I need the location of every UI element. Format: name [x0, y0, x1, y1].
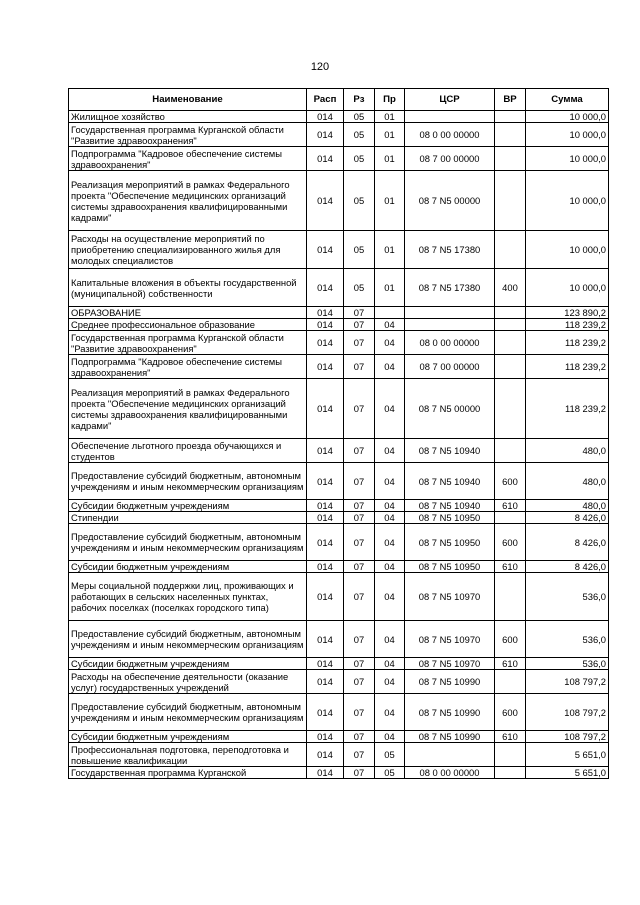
- row-rasp-cell: 014: [307, 670, 344, 694]
- row-rz-cell: 07: [344, 670, 375, 694]
- table-row: [69, 355, 609, 379]
- row-vr-cell: 400: [495, 269, 526, 307]
- row-csr-cell: 08 7 N5 10990: [405, 694, 495, 731]
- row-vr-cell: [495, 767, 526, 779]
- row-rz-cell: 05: [344, 123, 375, 147]
- row-csr-cell: 08 7 N5 17380: [405, 269, 495, 307]
- row-name-cell: Реализация мероприятий в рамках Федерального проекта "Обеспечение медицинских организаций системы здравоохранения квалифицированными кадрами": [69, 171, 307, 231]
- row-rasp-cell: 014: [307, 379, 344, 439]
- row-rasp-cell: 014: [307, 269, 344, 307]
- row-rz-cell: 07: [344, 379, 375, 439]
- row-csr-cell: 08 7 N5 10940: [405, 439, 495, 463]
- row-rz-cell: 07: [344, 743, 375, 767]
- row-pr-cell: 04: [375, 463, 405, 500]
- row-csr-cell: [405, 307, 495, 319]
- row-name-cell: Субсидии бюджетным учреждениям: [69, 731, 307, 743]
- row-csr-cell: 08 0 00 00000: [405, 123, 495, 147]
- row-name-cell: Среднее профессиональное образование: [69, 319, 307, 331]
- row-vr-cell: 610: [495, 561, 526, 573]
- row-vr-cell: [495, 147, 526, 171]
- row-pr-cell: 04: [375, 658, 405, 670]
- row-rz-cell: 07: [344, 658, 375, 670]
- row-rasp-cell: 014: [307, 767, 344, 779]
- row-vr-cell: [495, 307, 526, 319]
- row-sum-cell: 108 797,2: [526, 694, 609, 731]
- row-rasp-cell: 014: [307, 463, 344, 500]
- table-row: [69, 319, 609, 331]
- row-vr-cell: [495, 111, 526, 123]
- column-header-csr: ЦСР: [405, 89, 495, 111]
- row-sum-cell: 5 651,0: [526, 767, 609, 779]
- table-row: [69, 694, 609, 731]
- column-header-rz: Рз: [344, 89, 375, 111]
- row-pr-cell: 04: [375, 621, 405, 658]
- column-header-vr: ВР: [495, 89, 526, 111]
- table-row: [69, 439, 609, 463]
- row-sum-cell: 8 426,0: [526, 561, 609, 573]
- row-rasp-cell: 014: [307, 319, 344, 331]
- row-name-cell: Предоставление субсидий бюджетным, автономным учреждениям и иным некоммерческим организациям: [69, 524, 307, 561]
- row-sum-cell: 123 890,2: [526, 307, 609, 319]
- row-sum-cell: 536,0: [526, 621, 609, 658]
- row-pr-cell: 01: [375, 231, 405, 269]
- row-rasp-cell: 014: [307, 573, 344, 621]
- row-rasp-cell: 014: [307, 658, 344, 670]
- row-rz-cell: 07: [344, 319, 375, 331]
- table-row: [69, 307, 609, 319]
- row-vr-cell: [495, 231, 526, 269]
- row-vr-cell: [495, 171, 526, 231]
- row-rasp-cell: 014: [307, 561, 344, 573]
- table-row: [69, 171, 609, 231]
- table-header-row: [69, 89, 609, 111]
- row-csr-cell: 08 7 N5 10990: [405, 731, 495, 743]
- row-csr-cell: 08 7 N5 10970: [405, 621, 495, 658]
- row-sum-cell: 480,0: [526, 439, 609, 463]
- row-csr-cell: 08 7 N5 10970: [405, 573, 495, 621]
- row-name-cell: Меры социальной поддержки лиц, проживающих и работающих в сельских населенных пунктах, рабочих поселках (поселках городского типа): [69, 573, 307, 621]
- row-rasp-cell: 014: [307, 694, 344, 731]
- row-pr-cell: 04: [375, 512, 405, 524]
- column-header-pr: Пр: [375, 89, 405, 111]
- row-pr-cell: 01: [375, 123, 405, 147]
- row-csr-cell: 08 7 N5 10950: [405, 524, 495, 561]
- table-row: [69, 767, 609, 779]
- row-rz-cell: 05: [344, 171, 375, 231]
- row-sum-cell: 5 651,0: [526, 743, 609, 767]
- row-pr-cell: 04: [375, 355, 405, 379]
- row-vr-cell: [495, 670, 526, 694]
- row-rz-cell: 07: [344, 561, 375, 573]
- row-csr-cell: 08 7 N5 10950: [405, 512, 495, 524]
- row-rasp-cell: 014: [307, 743, 344, 767]
- table-row: [69, 463, 609, 500]
- row-rz-cell: 07: [344, 439, 375, 463]
- table-row: [69, 670, 609, 694]
- row-csr-cell: [405, 743, 495, 767]
- row-sum-cell: 118 239,2: [526, 319, 609, 331]
- row-vr-cell: [495, 319, 526, 331]
- row-name-cell: Государственная программа Курганской области "Развитие здравоохранения": [69, 123, 307, 147]
- row-name-cell: Капитальные вложения в объекты государственной (муниципальной) собственности: [69, 269, 307, 307]
- row-csr-cell: 08 7 N5 10940: [405, 463, 495, 500]
- row-name-cell: Жилищное хозяйство: [69, 111, 307, 123]
- row-name-cell: Субсидии бюджетным учреждениям: [69, 658, 307, 670]
- table-row: [69, 269, 609, 307]
- row-name-cell: Предоставление субсидий бюджетным, автономным учреждениям и иным некоммерческим организациям: [69, 621, 307, 658]
- row-csr-cell: [405, 111, 495, 123]
- row-pr-cell: 05: [375, 767, 405, 779]
- row-vr-cell: [495, 439, 526, 463]
- row-sum-cell: 108 797,2: [526, 670, 609, 694]
- row-sum-cell: 10 000,0: [526, 147, 609, 171]
- row-vr-cell: [495, 573, 526, 621]
- row-rz-cell: 05: [344, 231, 375, 269]
- row-pr-cell: 04: [375, 731, 405, 743]
- row-sum-cell: 10 000,0: [526, 171, 609, 231]
- row-pr-cell: 04: [375, 694, 405, 731]
- budget-table: [68, 88, 609, 779]
- row-name-cell: Предоставление субсидий бюджетным, автономным учреждениям и иным некоммерческим организациям: [69, 463, 307, 500]
- table-row: [69, 111, 609, 123]
- row-sum-cell: 10 000,0: [526, 123, 609, 147]
- row-pr-cell: 04: [375, 379, 405, 439]
- row-sum-cell: 8 426,0: [526, 524, 609, 561]
- table-row: [69, 512, 609, 524]
- row-sum-cell: 108 797,2: [526, 731, 609, 743]
- column-header-sum: Сумма: [526, 89, 609, 111]
- row-rasp-cell: 014: [307, 111, 344, 123]
- row-csr-cell: 08 7 N5 00000: [405, 379, 495, 439]
- row-rz-cell: 07: [344, 573, 375, 621]
- table-row: [69, 743, 609, 767]
- row-pr-cell: 04: [375, 561, 405, 573]
- row-rz-cell: 07: [344, 500, 375, 512]
- row-name-cell: Расходы на осуществление мероприятий по приобретению специализированного жилья для молодых специалистов: [69, 231, 307, 269]
- row-rasp-cell: 014: [307, 439, 344, 463]
- row-sum-cell: 10 000,0: [526, 269, 609, 307]
- row-rasp-cell: 014: [307, 621, 344, 658]
- row-csr-cell: 08 7 N5 10970: [405, 658, 495, 670]
- table-row: [69, 331, 609, 355]
- row-name-cell: Профессиональная подготовка, переподготовка и повышение квалификации: [69, 743, 307, 767]
- row-rasp-cell: 014: [307, 355, 344, 379]
- row-csr-cell: 08 7 N5 00000: [405, 171, 495, 231]
- row-name-cell: Субсидии бюджетным учреждениям: [69, 561, 307, 573]
- row-rasp-cell: 014: [307, 512, 344, 524]
- row-name-cell: ОБРАЗОВАНИЕ: [69, 307, 307, 319]
- row-rasp-cell: 014: [307, 307, 344, 319]
- row-vr-cell: [495, 743, 526, 767]
- row-rz-cell: 07: [344, 694, 375, 731]
- row-vr-cell: 600: [495, 524, 526, 561]
- row-rz-cell: 07: [344, 512, 375, 524]
- table-row: [69, 731, 609, 743]
- row-sum-cell: 10 000,0: [526, 231, 609, 269]
- row-rz-cell: 07: [344, 767, 375, 779]
- row-rasp-cell: 014: [307, 731, 344, 743]
- row-pr-cell: 05: [375, 743, 405, 767]
- row-pr-cell: [375, 307, 405, 319]
- row-vr-cell: 600: [495, 463, 526, 500]
- row-pr-cell: 01: [375, 147, 405, 171]
- row-pr-cell: 04: [375, 500, 405, 512]
- row-vr-cell: [495, 123, 526, 147]
- row-vr-cell: 600: [495, 694, 526, 731]
- row-vr-cell: [495, 355, 526, 379]
- row-csr-cell: 08 0 00 00000: [405, 331, 495, 355]
- row-name-cell: Подпрограмма "Кадровое обеспечение системы здравоохранения": [69, 147, 307, 171]
- row-sum-cell: 10 000,0: [526, 111, 609, 123]
- row-vr-cell: [495, 379, 526, 439]
- table-row: [69, 379, 609, 439]
- row-name-cell: Обеспечение льготного проезда обучающихся и студентов: [69, 439, 307, 463]
- row-csr-cell: 08 7 00 00000: [405, 355, 495, 379]
- column-header-name: Наименование: [69, 89, 307, 111]
- table-row: [69, 500, 609, 512]
- row-pr-cell: 04: [375, 670, 405, 694]
- row-name-cell: Расходы на обеспечение деятельности (оказание услуг) государственных учреждений: [69, 670, 307, 694]
- row-name-cell: Государственная программа Курганской области "Развитие здравоохранения": [69, 331, 307, 355]
- row-csr-cell: 08 7 N5 17380: [405, 231, 495, 269]
- row-name-cell: Государственная программа Курганской: [69, 767, 307, 779]
- column-header-rasp: Расп: [307, 89, 344, 111]
- row-rasp-cell: 014: [307, 231, 344, 269]
- row-rz-cell: 07: [344, 621, 375, 658]
- row-csr-cell: [405, 319, 495, 331]
- table-row: [69, 573, 609, 621]
- row-rz-cell: 07: [344, 355, 375, 379]
- row-rz-cell: 05: [344, 269, 375, 307]
- row-vr-cell: 600: [495, 621, 526, 658]
- row-sum-cell: 118 239,2: [526, 355, 609, 379]
- row-csr-cell: 08 7 N5 10950: [405, 561, 495, 573]
- row-rasp-cell: 014: [307, 331, 344, 355]
- row-vr-cell: 610: [495, 731, 526, 743]
- row-pr-cell: 04: [375, 331, 405, 355]
- row-pr-cell: 04: [375, 439, 405, 463]
- row-rz-cell: 07: [344, 731, 375, 743]
- row-name-cell: Субсидии бюджетным учреждениям: [69, 500, 307, 512]
- row-vr-cell: 610: [495, 658, 526, 670]
- row-rasp-cell: 014: [307, 524, 344, 561]
- page-number: 120: [310, 61, 330, 73]
- row-sum-cell: 480,0: [526, 500, 609, 512]
- row-rasp-cell: 014: [307, 500, 344, 512]
- row-pr-cell: 01: [375, 269, 405, 307]
- row-pr-cell: 01: [375, 171, 405, 231]
- row-csr-cell: 08 7 N5 10940: [405, 500, 495, 512]
- row-rz-cell: 07: [344, 524, 375, 561]
- table-row: [69, 561, 609, 573]
- row-sum-cell: 8 426,0: [526, 512, 609, 524]
- row-name-cell: Предоставление субсидий бюджетным, автономным учреждениям и иным некоммерческим организациям: [69, 694, 307, 731]
- row-name-cell: Стипендии: [69, 512, 307, 524]
- row-vr-cell: [495, 512, 526, 524]
- row-rz-cell: 05: [344, 147, 375, 171]
- table-row: [69, 621, 609, 658]
- row-rz-cell: 05: [344, 111, 375, 123]
- row-rasp-cell: 014: [307, 123, 344, 147]
- row-vr-cell: 610: [495, 500, 526, 512]
- row-sum-cell: 118 239,2: [526, 331, 609, 355]
- row-csr-cell: 08 0 00 00000: [405, 767, 495, 779]
- row-pr-cell: 01: [375, 111, 405, 123]
- row-rz-cell: 07: [344, 463, 375, 500]
- row-rasp-cell: 014: [307, 171, 344, 231]
- row-pr-cell: 04: [375, 573, 405, 621]
- table-row: [69, 147, 609, 171]
- table-row: [69, 123, 609, 147]
- row-vr-cell: [495, 331, 526, 355]
- table-row: [69, 231, 609, 269]
- row-pr-cell: 04: [375, 319, 405, 331]
- row-csr-cell: 08 7 00 00000: [405, 147, 495, 171]
- row-sum-cell: 480,0: [526, 463, 609, 500]
- row-csr-cell: 08 7 N5 10990: [405, 670, 495, 694]
- row-rz-cell: 07: [344, 307, 375, 319]
- row-rasp-cell: 014: [307, 147, 344, 171]
- table-row: [69, 658, 609, 670]
- row-pr-cell: 04: [375, 524, 405, 561]
- row-rz-cell: 07: [344, 331, 375, 355]
- row-sum-cell: 536,0: [526, 658, 609, 670]
- row-name-cell: Реализация мероприятий в рамках Федерального проекта "Обеспечение медицинских организаций системы здравоохранения квалифицированными кадрами": [69, 379, 307, 439]
- row-sum-cell: 536,0: [526, 573, 609, 621]
- row-name-cell: Подпрограмма "Кадровое обеспечение системы здравоохранения": [69, 355, 307, 379]
- table-row: [69, 524, 609, 561]
- row-sum-cell: 118 239,2: [526, 379, 609, 439]
